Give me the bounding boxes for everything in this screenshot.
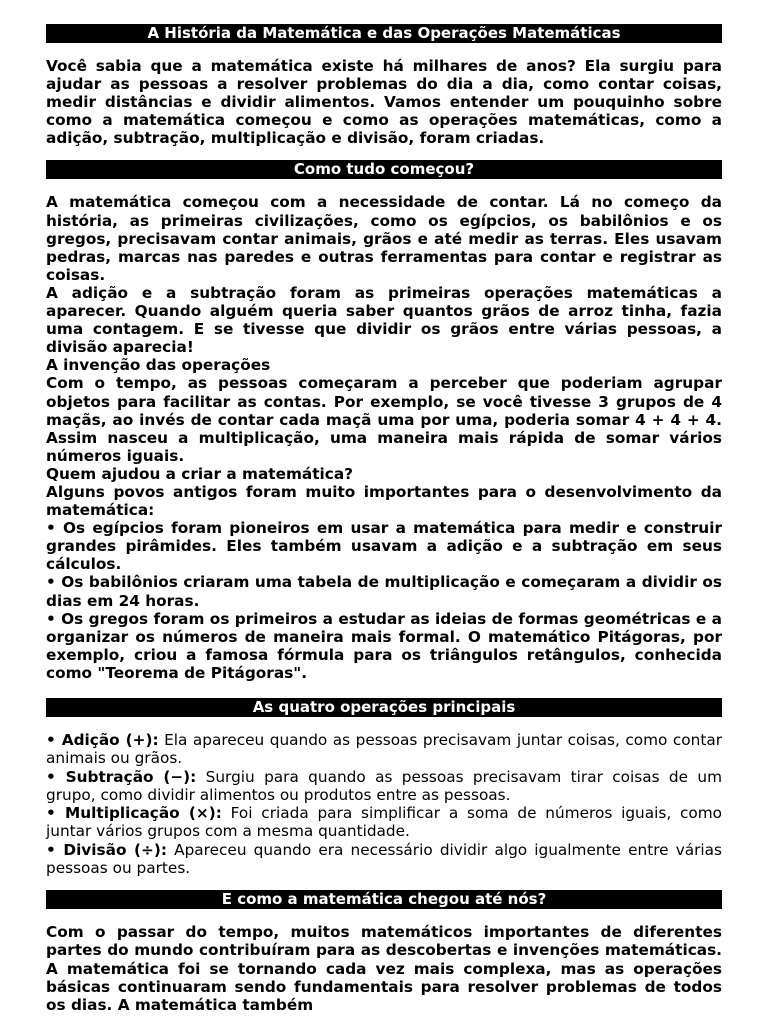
list-item-babylonians: • Os babilônios criaram uma tabela de multiplicação e começaram a dividir os dias em 24 horas.: [46, 573, 722, 610]
origins-paragraph-2: A adição e a subtração foram as primeiras operações matemáticas a aparecer. Quando alguém queria saber quantos grãos de arroz tinha, fazia uma contagem. E se tivesse que dividir os grãos entre várias pessoas, a divisão aparecia!: [46, 283, 722, 357]
list-item-multiplication: [46, 804, 722, 841]
list-item-addition: [46, 731, 722, 768]
operations-list: [46, 731, 722, 877]
multiplication-text: Foi criada para simplificar a soma de números iguais, como juntar vários grupos com a mesma quantidade.: [46, 804, 723, 841]
subtraction-text: Surgiu para quando as pessoas precisavam tirar coisas de um grupo, como dividir alimentos ou produtos entre as pessoas.: [46, 767, 722, 804]
division-text: Apareceu quando era necessário dividir algo igualmente entre várias pessoas ou partes.: [46, 840, 723, 878]
list-item-egyptians: • Os egípcios foram pioneiros em usar a matemática para medir e construir grandes pirâmides. Eles também usavam a adição e a subtração em seus cálculos.: [46, 519, 722, 574]
division-label: • Divisão (÷):: [46, 840, 167, 859]
section-heading-how-it-reached-us: E como a matemática chegou até nós?: [46, 890, 722, 909]
origins-paragraph-4: Alguns povos antigos foram muito importantes para o desenvolvimento da matemática:: [46, 482, 722, 520]
subheading-who-helped: Quem ajudou a criar a matemática?: [46, 464, 354, 483]
document-title: A História da Matemática e das Operações Matemáticas: [46, 24, 722, 43]
closing-paragraph: Com o passar do tempo, muitos matemáticos importantes de diferentes partes do mundo contribuíram para as descobertas e invenções matemáticas. A matemática foi se tornando cada vez mais complexa, mas as operações básicas continuaram sendo fundamentais para resolver problemas de todos os dias. A matemática também: [46, 923, 722, 1014]
list-item-division: [46, 841, 722, 878]
section-heading-four-operations: As quatro operações principais: [46, 698, 722, 717]
origins-paragraph-1: A matemática começou com a necessidade de contar. Lá no começo da história, as primeiras civilizações, como os egípcios, os babilônios e os gregos, precisavam contar animais, grãos e até medir as terras. Eles usavam pedras, marcas nas paredes e outras ferramentas para contar e registrar as coisas.: [46, 193, 722, 284]
document-page: [46, 24, 722, 1014]
list-item-greeks: • Os gregos foram os primeiros a estudar as ideias de formas geométricas e a organizar os números de maneira mais formal. O matemático Pitágoras, por exemplo, criou a famosa fórmula para os triângulos retângulos, conhecida como "Teorema de Pitágoras".: [46, 609, 722, 682]
subtraction-label: • Subtração (−):: [46, 767, 197, 786]
addition-text: Ela apareceu quando as pessoas precisavam juntar coisas, como contar animais ou grãos.: [46, 731, 722, 768]
section-heading-origins: Como tudo começou?: [46, 160, 722, 179]
intro-paragraph: Você sabia que a matemática existe há milhares de anos? Ela surgiu para ajudar as pessoas a resolver problemas do dia a dia, como contar coisas, medir distâncias e dividir alimentos. Vamos entender um pouquinho sobre como a matemática começou e como as operações matemáticas, como a adição, subtração, multiplicação e divisão, foram criadas.: [46, 57, 722, 148]
section-origins-body: [46, 193, 722, 682]
addition-label: • Adição (+):: [46, 731, 159, 749]
list-item-subtraction: [46, 768, 722, 805]
origins-paragraph-3: Com o tempo, as pessoas começaram a perceber que poderiam agrupar objetos para facilitar as contas. Por exemplo, se você tivesse 3 grupos de 4 maçãs, ao invés de contar cada maçã uma por uma, poderia somar 4 + 4 + 4. Assim nasceu a multiplicação, uma maneira mais rápida de somar vários números iguais.: [46, 374, 722, 465]
multiplication-label: • Multiplicação (×):: [46, 804, 222, 823]
subheading-operations-invention: A invenção das operações: [46, 356, 271, 375]
